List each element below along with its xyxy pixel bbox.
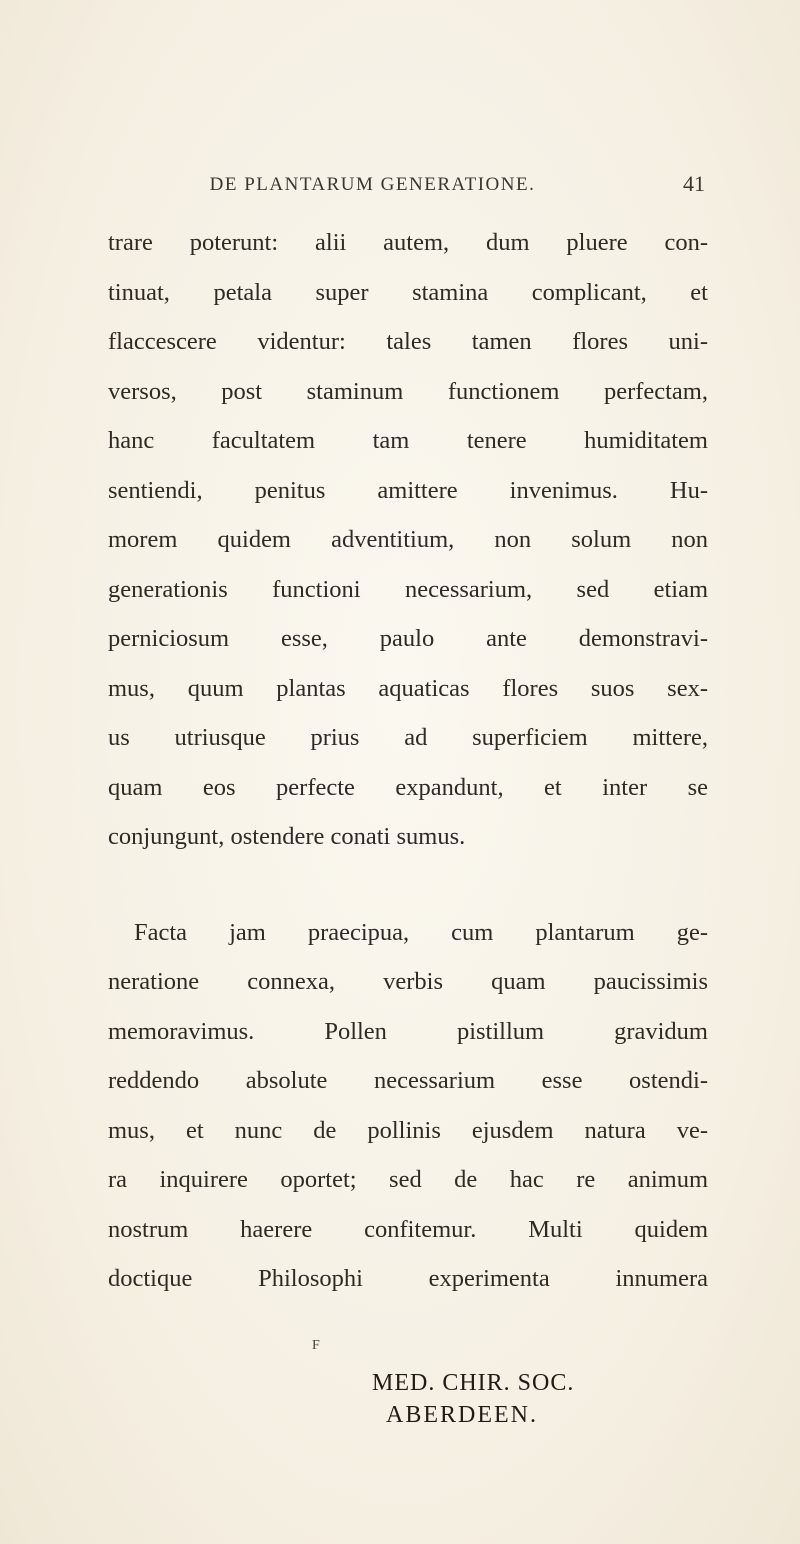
text-line: neratione connexa, verbis quam paucissimis bbox=[108, 968, 708, 995]
text-line: quam eos perfecte expandunt, et inter se bbox=[108, 773, 708, 801]
text-line: generationis functioni necessarium, sed etiam bbox=[108, 575, 708, 603]
text-line: mus, et nunc de pollinis ejusdem natura ve- bbox=[108, 1116, 708, 1144]
text-line: conjungunt, ostendere conati sumus. bbox=[108, 823, 466, 850]
text-line: versos, post staminum functionem perfectam, bbox=[108, 377, 708, 405]
paragraph-2 bbox=[108, 908, 708, 1304]
text-line: doctique Philosophi experimenta innumera bbox=[108, 1265, 708, 1292]
stamp-line-1: MED. CHIR. SOC. bbox=[372, 1370, 575, 1396]
page-number: 41 bbox=[683, 171, 705, 196]
stamp-line-2: ABERDEEN. bbox=[386, 1402, 538, 1428]
text-line: trare poterunt: alii autem, dum pluere con- bbox=[108, 229, 708, 256]
text-line: sentiendi, penitus amittere invenimus. Hu- bbox=[108, 476, 708, 504]
paragraph-1 bbox=[108, 218, 708, 862]
text-line: perniciosum esse, paulo ante demonstravi- bbox=[108, 625, 708, 652]
signature-letter: F bbox=[312, 1338, 320, 1353]
text-line: ra inquirere oportet; sed de hac re animum bbox=[108, 1166, 708, 1193]
text-line: nostrum haerere confitemur. Multi quidem bbox=[108, 1215, 708, 1243]
text-line: Facta jam praecipua, cum plantarum ge- bbox=[134, 918, 708, 946]
text-line: tinuat, petala super stamina complicant, et bbox=[108, 278, 708, 306]
body-text bbox=[108, 218, 708, 1304]
text-line: mus, quum plantas aquaticas flores suos sex- bbox=[108, 674, 708, 702]
paragraph-gap bbox=[108, 862, 708, 908]
text-line: reddendo absolute necessarium esse ostendi- bbox=[108, 1067, 708, 1094]
text-line: flaccescere videntur: tales tamen flores uni- bbox=[108, 328, 708, 355]
text-line: us utriusque prius ad superficiem mittere, bbox=[108, 724, 708, 751]
running-head bbox=[120, 171, 705, 204]
text-line: memoravimus. Pollen pistillum gravidum bbox=[108, 1017, 708, 1045]
running-title: DE PLANTARUM GENERATIONE. bbox=[209, 174, 536, 195]
text-line: morem quidem adventitium, non solum non bbox=[108, 526, 708, 553]
text-line: hanc facultatem tam tenere humiditatem bbox=[108, 427, 708, 454]
